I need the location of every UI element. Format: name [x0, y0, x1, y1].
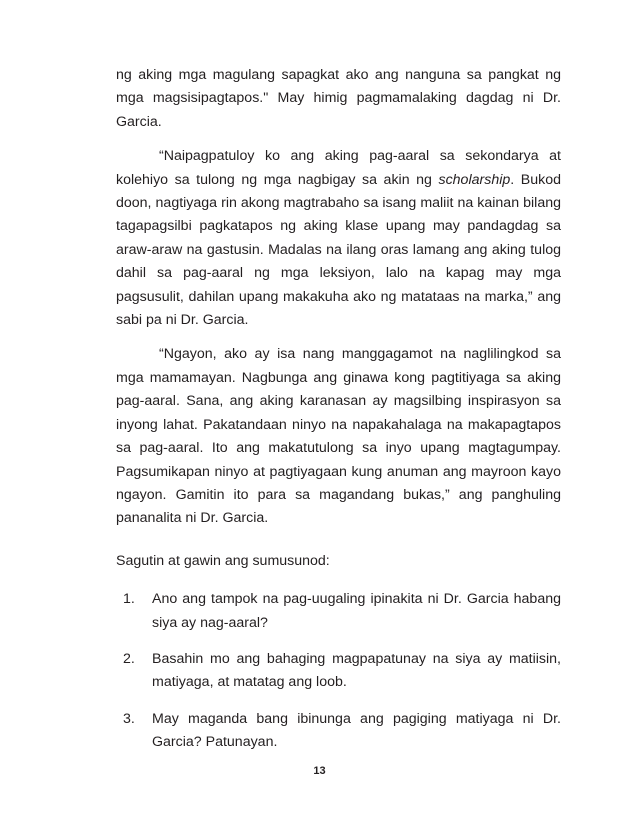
question-text: May maganda bang ibinunga ang pagiging matiyaga ni Dr. Garcia? Patunayan. — [152, 710, 561, 751]
question-item — [116, 708, 561, 755]
paragraph-text: “Ngayon, ako ay isa nang manggagamot na naglilingkod sa mga mamamayan. Nagbunga ang ginawa kong pagtitiyaga sa aking pag-aaral. Sana, ang aking karanasan ay magsilbing inspirasyon sa inyong lahat. Pakatandaan ninyo na napakahalaga na makapagtapos sa pag-aaral. Ito ang makatutulong sa inyo upang magtagumpay. Pagsumikapan ninyo at pagtiyagaan kung anuman ang mayroon kayo ngayon. Gamitin ito para sa magandang bukas,” ang panghuling pananalita ni Dr. Garcia. — [116, 346, 561, 527]
italic-term: scholarship — [438, 171, 511, 188]
paragraph-closing-speech — [116, 343, 561, 530]
question-number: 2. — [123, 650, 135, 667]
paragraph-text: . Bukod doon, nagtiyaga rin akong magtrabaho sa isang maliit na kainan bilang tagapagsilbi pagkatapos ng aking klase upang may pandagdag sa araw-araw na gastusin. Madalas na ilang oras lamang ang aking tulog dahil sa pag-aaral ng mga leksiyon, lalo na kapag may mga pagsusulit, dahilan upang makakuha ako ng matataas na marka,” ang sabi pa ni Dr. Garcia. — [116, 171, 561, 329]
question-list — [116, 588, 561, 754]
question-item — [116, 648, 561, 695]
question-text: Ano ang tampok na pag-uugaling ipinakita ni Dr. Garcia habang siya ay nag-aaral? — [152, 591, 561, 631]
document-page — [116, 64, 561, 768]
paragraph-text: ng aking mga magulang sapagkat ako ang nanguna sa pangkat ng mga magsisipagtapos." May himig pagmamalaking dagdag ni Dr. Garcia. — [116, 67, 561, 130]
page-number: 13 — [313, 765, 326, 777]
paragraph-text: “Naipagpatuloy ko ang aking pag-aaral sa sekondarya at kolehiyo sa tulong ng mga nagbigay sa akin ng — [116, 148, 561, 188]
question-number: 3. — [123, 710, 135, 727]
paragraph-continuation — [116, 64, 561, 134]
paragraph-scholarship — [116, 145, 561, 332]
instructions-prompt: Sagutin at gawin ang sumusunod: — [116, 552, 330, 569]
question-number: 1. — [123, 591, 135, 608]
question-item — [116, 588, 561, 635]
question-text: Basahin mo ang bahaging magpapatunay na siya ay matiisin, matiyaga, at matatag ang loob. — [152, 650, 561, 691]
